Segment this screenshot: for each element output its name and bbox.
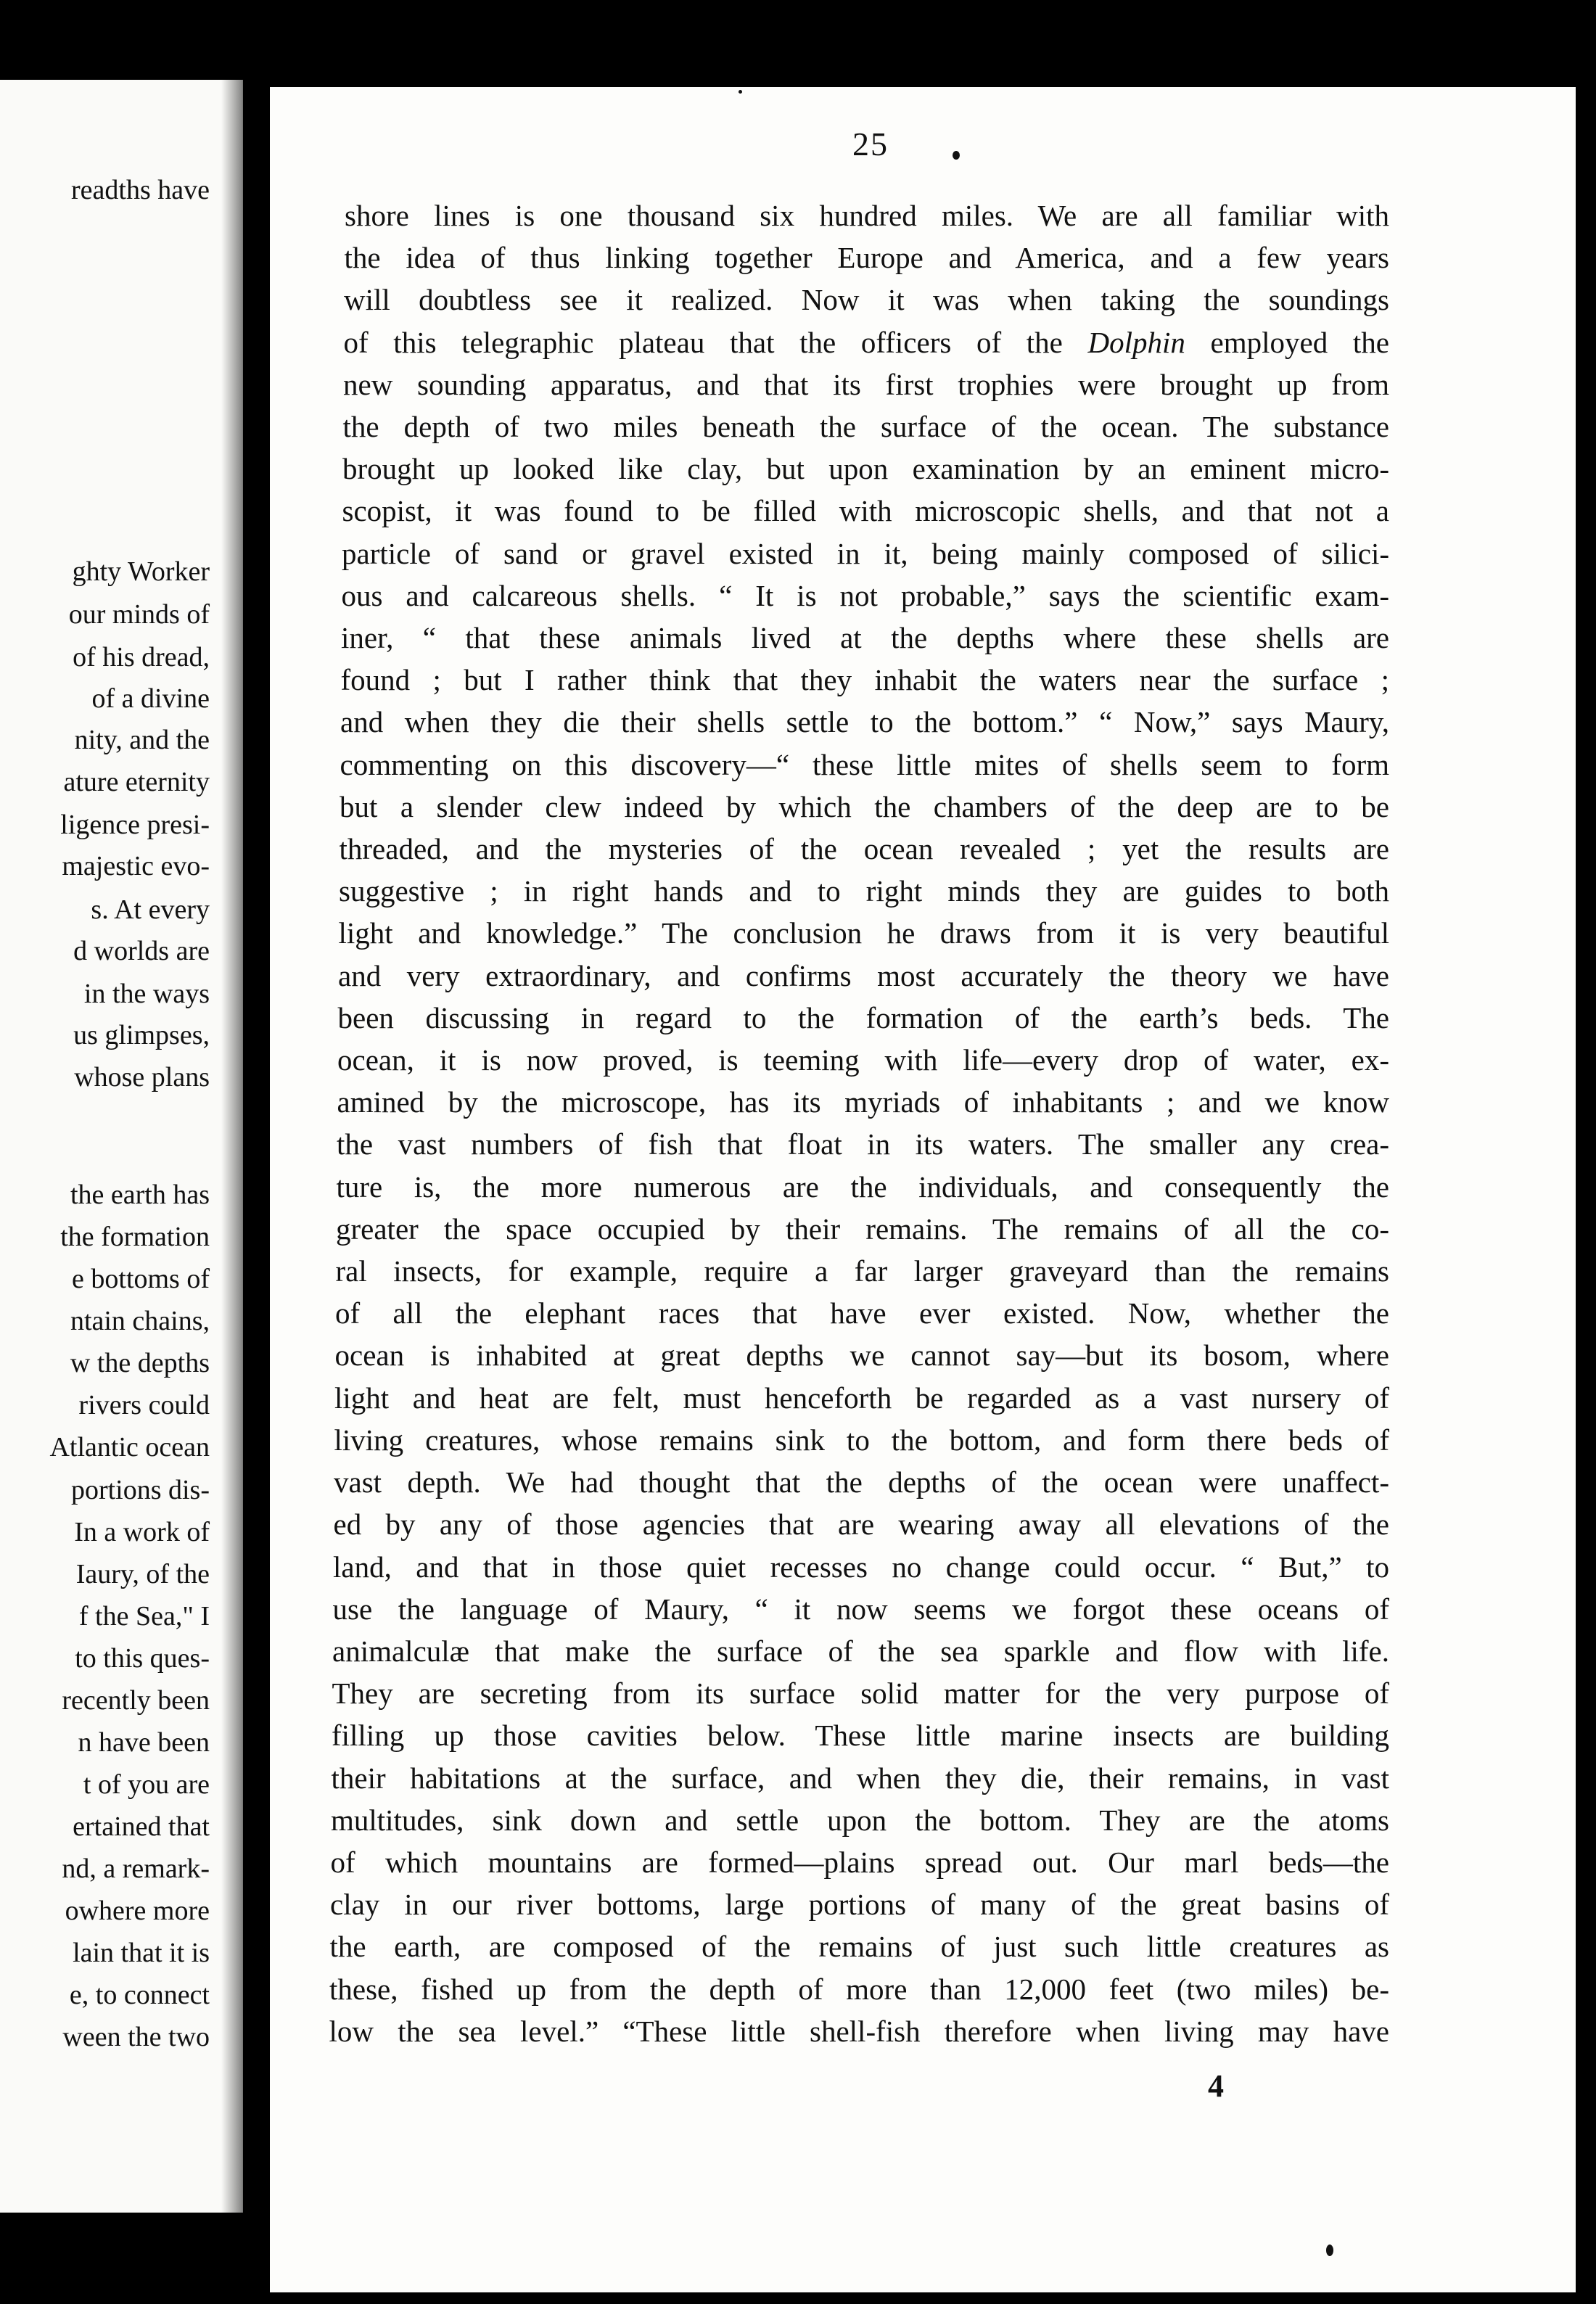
text-line: and very extraordinary, and confirms most accurately the theory we have: [338, 958, 1389, 992]
text-line: scopist, it was found to be filled with microscopic shells, and that not a: [342, 494, 1389, 528]
text-line: but a slender clew indeed by which the chambers of the deep are to be: [340, 789, 1389, 823]
left-page-line: nity, and the: [74, 725, 210, 755]
left-page-line: ween the two: [62, 2022, 210, 2052]
left-page-line: to this ques-: [75, 1643, 210, 1674]
ink-speck: [739, 90, 742, 94]
left-page-line: majestic evo-: [62, 851, 210, 881]
text-line: light and heat are felt, must henceforth be regarded as a vast nursery of: [334, 1381, 1389, 1415]
left-page-line: whose plans: [74, 1062, 210, 1093]
text-line: the idea of thus linking together Europe and America, and a few years: [344, 241, 1389, 275]
text-line: these, fished up from the depth of more than 12,000 feet (two miles) be-: [329, 1972, 1389, 2006]
text-line: animalculæ that make the surface of the sea sparkle and flow with life.: [332, 1634, 1389, 1668]
signature-mark: 4: [1208, 2068, 1224, 2104]
text-line: ocean, it is now proved, is teeming with life—every drop of water, ex-: [337, 1043, 1389, 1077]
left-page-line: ertained that: [73, 1811, 210, 1842]
left-page-line: nd, a remark-: [62, 1854, 210, 1884]
text-line: shore lines is one thousand six hundred miles. We are all familiar with: [345, 199, 1389, 232]
page-number: 25: [852, 126, 889, 162]
left-page-line: ature eternity: [63, 767, 210, 797]
body-text: [329, 194, 1389, 2052]
left-page-line: s. At every: [91, 894, 210, 925]
text-line: clay in our river bottoms, large portions of many of the great basins of: [330, 1888, 1389, 1922]
left-page-line: rivers could: [78, 1390, 210, 1420]
text-line: vast depth. We had thought that the depths of the ocean were unaffect-: [334, 1465, 1389, 1499]
text-line: multitudes, sink down and settle upon the bottom. They are the atoms: [331, 1803, 1389, 1837]
left-page-line: w the depths: [70, 1348, 210, 1378]
text-line: and when they die their shells settle to the bottom.” “ Now,” says Maury,: [340, 705, 1389, 739]
text-line: ral insects, for example, require a far larger graveyard than the remains: [335, 1254, 1389, 1288]
text-line: ous and calcareous shells. “ It is not probable,” says the scientific exam-: [341, 578, 1389, 612]
text-line: low the sea level.” “These little shell-fish therefore when living may have: [329, 2014, 1389, 2048]
text-line: of this telegraphic plateau that the officers of the Dolphin employed the: [343, 325, 1389, 359]
left-page-line: in the ways: [83, 979, 210, 1009]
left-page-line: ghty Worker: [72, 556, 210, 587]
ink-speck: [1326, 2245, 1333, 2256]
text-line: their habitations at the surface, and when they die, their remains, in vast: [331, 1761, 1389, 1795]
left-page-line: f the Sea," I: [78, 1601, 210, 1632]
left-page-line: e, to connect: [69, 1980, 210, 2010]
text-line: found ; but I rather think that they inhabit the waters near the surface ;: [340, 663, 1389, 697]
left-page-line: d worlds are: [73, 936, 210, 966]
text-line: living creatures, whose remains sink to the bottom, and form there beds of: [334, 1423, 1389, 1457]
text-line: amined by the microscope, has its myriads of inhabitants ; and we know: [337, 1085, 1389, 1119]
ship-name: Dolphin: [1087, 325, 1185, 359]
text-line: commenting on this discovery—“ these little mites of shells seem to form: [340, 747, 1389, 781]
text-line: threaded, and the mysteries of the ocean revealed ; yet the results are: [339, 832, 1389, 866]
left-page-line: ntain chains,: [70, 1306, 210, 1336]
left-page-line: t of you are: [83, 1769, 210, 1800]
text-line: ocean is inhabited at great depths we cannot say—but its bosom, where: [334, 1338, 1389, 1373]
left-page-line: us glimpses,: [73, 1020, 210, 1050]
text-line: brought up looked like clay, but upon examination by an eminent micro-: [342, 452, 1389, 486]
text-line: of all the elephant races that have ever existed. Now, whether the: [335, 1296, 1389, 1330]
left-page-line: ligence presi-: [60, 810, 210, 840]
ink-speck: [953, 151, 960, 160]
left-page-line: our minds of: [68, 599, 210, 630]
text-line: particle of sand or gravel existed in it, being mainly composed of silici-: [342, 536, 1389, 570]
text-line: the depth of two miles beneath the surface of the ocean. The substance: [342, 410, 1389, 444]
text-line: ed by any of those agencies that are wearing away all elevations of the: [333, 1507, 1389, 1542]
left-page-line: lain that it is: [73, 1938, 210, 1968]
left-page-line: of a divine: [91, 683, 210, 714]
text-line: greater the space occupied by their remains. The remains of all the co-: [336, 1211, 1389, 1246]
left-page-line: Atlantic ocean: [49, 1432, 210, 1462]
left-page-line: the earth has: [70, 1180, 210, 1210]
text-line: new sounding apparatus, and that its first trophies were brought up from: [343, 367, 1389, 401]
text-line: filling up those cavities below. These little marine insects are building: [332, 1719, 1389, 1753]
left-page-line: portions dis-: [70, 1475, 210, 1505]
left-page-fragment: [0, 80, 243, 2213]
text-line: use the language of Maury, “ it now seems we forgot these oceans of: [332, 1592, 1389, 1626]
text-line: suggestive ; in right hands and to right minds they are guides to both: [339, 874, 1389, 908]
left-page-line: owhere more: [65, 1896, 210, 1926]
text-line: will doubtless see it realized. Now it was when taking the soundings: [344, 283, 1389, 317]
left-page-line: of his dread,: [73, 642, 210, 672]
left-page-gutter-shadow: [221, 80, 250, 2213]
text-line: been discussing in regard to the formation of the earth’s beds. The: [337, 1000, 1389, 1034]
left-page-line: e bottoms of: [72, 1264, 210, 1294]
left-page-line: In a work of: [74, 1517, 210, 1547]
text-line: iner, “ that these animals lived at the depths where these shells are: [341, 621, 1389, 655]
text-line: of which mountains are formed—plains spread out. Our marl beds—the: [330, 1845, 1389, 1879]
left-page-line: readths have: [71, 175, 210, 205]
left-page-line: n have been: [78, 1727, 210, 1758]
left-page-line: the formation: [60, 1222, 210, 1252]
text-line: the vast numbers of fish that float in its waters. The smaller any crea-: [337, 1127, 1389, 1161]
text-line: ture is, the more numerous are the individuals, and consequently the: [336, 1169, 1389, 1204]
text-line: the earth, are composed of the remains of just such little creatures as: [329, 1930, 1389, 1964]
text-line: light and knowledge.” The conclusion he draws from it is very beautiful: [338, 916, 1389, 950]
left-page-line: recently been: [62, 1685, 210, 1716]
text-line: They are secreting from its surface solid matter for the very purpose of: [332, 1676, 1389, 1711]
left-page-line: Iaury, of the: [75, 1559, 210, 1589]
text-line: land, and that in those quiet recesses no change could occur. “ But,” to: [333, 1550, 1389, 1584]
